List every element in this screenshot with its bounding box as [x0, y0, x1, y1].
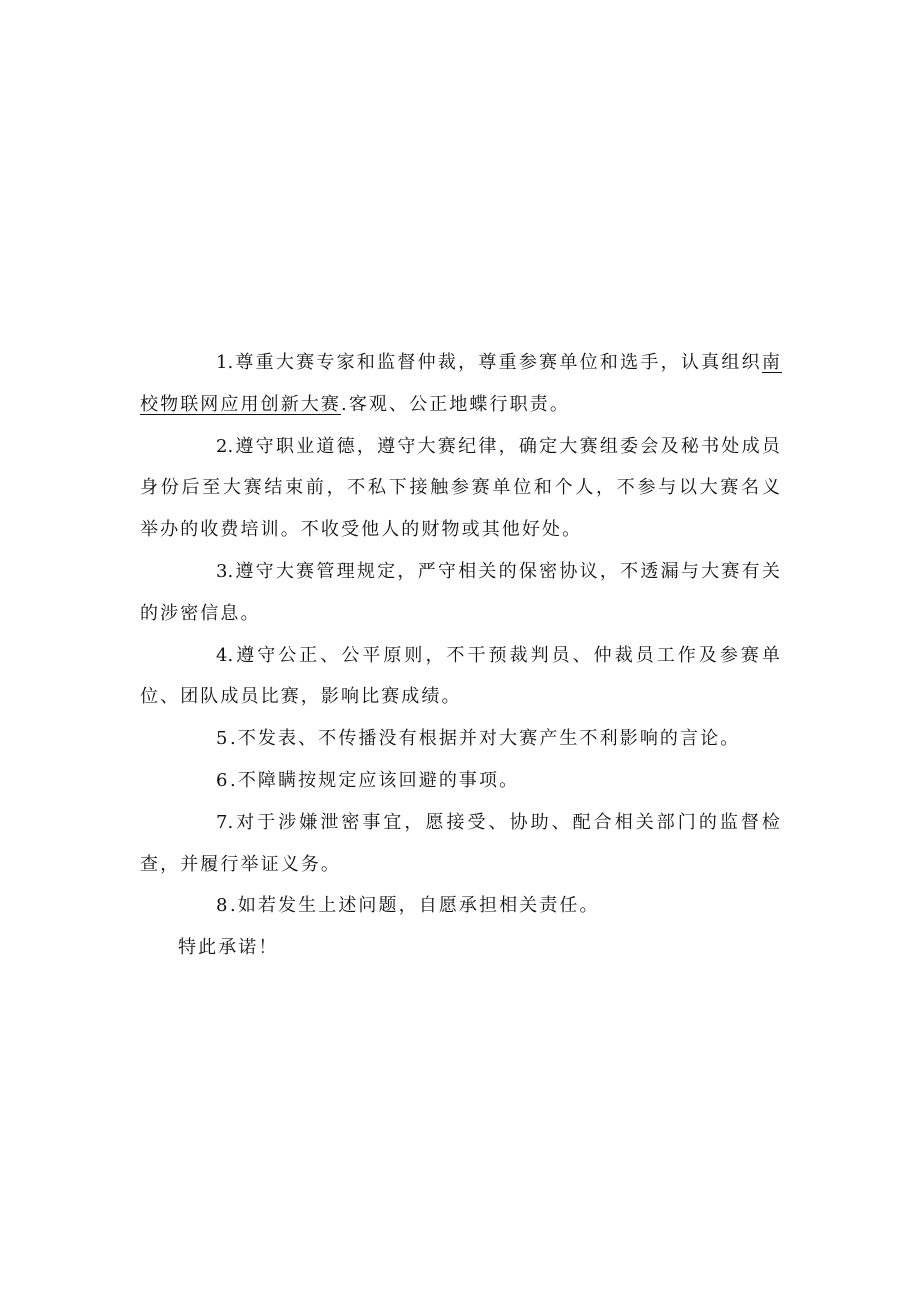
item-text: .遵守大赛管理规定，严守相关的保密协议，不透漏与大赛有关的涉密信息。 [140, 560, 782, 624]
pledge-item-5 [140, 718, 782, 760]
item-number: 4 [216, 644, 228, 666]
pledge-item-6 [140, 760, 782, 802]
pledge-item-2 [140, 426, 782, 551]
item-number: 2 [216, 435, 228, 457]
item-number: 1 [216, 352, 228, 373]
item-text: .不障瞒按规定应该回避的事项。 [230, 769, 520, 791]
item-number: 3 [216, 560, 228, 582]
pledge-item-3 [140, 551, 782, 635]
item-text-continued: .客观、公正地蝶行职责。 [341, 393, 570, 415]
pledge-item-4 [140, 635, 782, 719]
closing-statement: 特此承诺！ [178, 937, 279, 959]
pledge-item-1 [140, 342, 782, 426]
item-number: 7 [216, 811, 228, 833]
item-text: .如若发生上述问题，自愿承担相关责任。 [230, 895, 600, 917]
item-number: 8 [216, 895, 228, 917]
pledge-item-8 [140, 885, 782, 927]
item-text: .遵守公正、公平原则，不干预裁判员、仲裁员工作及参赛单位、团队成员比赛，影响比赛成绩。 [140, 644, 782, 708]
pledge-body [140, 342, 782, 969]
item-text: .对于涉嫌泄密事宜，愿接受、协助、配合相关部门的监督检查，并履行举证义务。 [140, 811, 782, 875]
pledge-item-7 [140, 802, 782, 886]
competition-name: 南校物联网应用创新大赛 [140, 352, 782, 415]
item-text: .不发表、不传播没有根据并对大赛产生不利影响的言论。 [230, 728, 741, 750]
item-number: 5 [216, 728, 228, 750]
item-text: .尊重大赛专家和监督仲裁，尊重参赛单位和选手，认真组织 [227, 352, 762, 373]
item-text: .遵守职业道德，遵守大赛纪律，确定大赛组委会及秘书处成员身份后至大赛结束前，不私下接触参赛单位和个人，不参与以大赛名义举办的收费培训。不收受他人的财物或其他好处。 [140, 435, 782, 541]
item-number: 6 [216, 769, 228, 791]
